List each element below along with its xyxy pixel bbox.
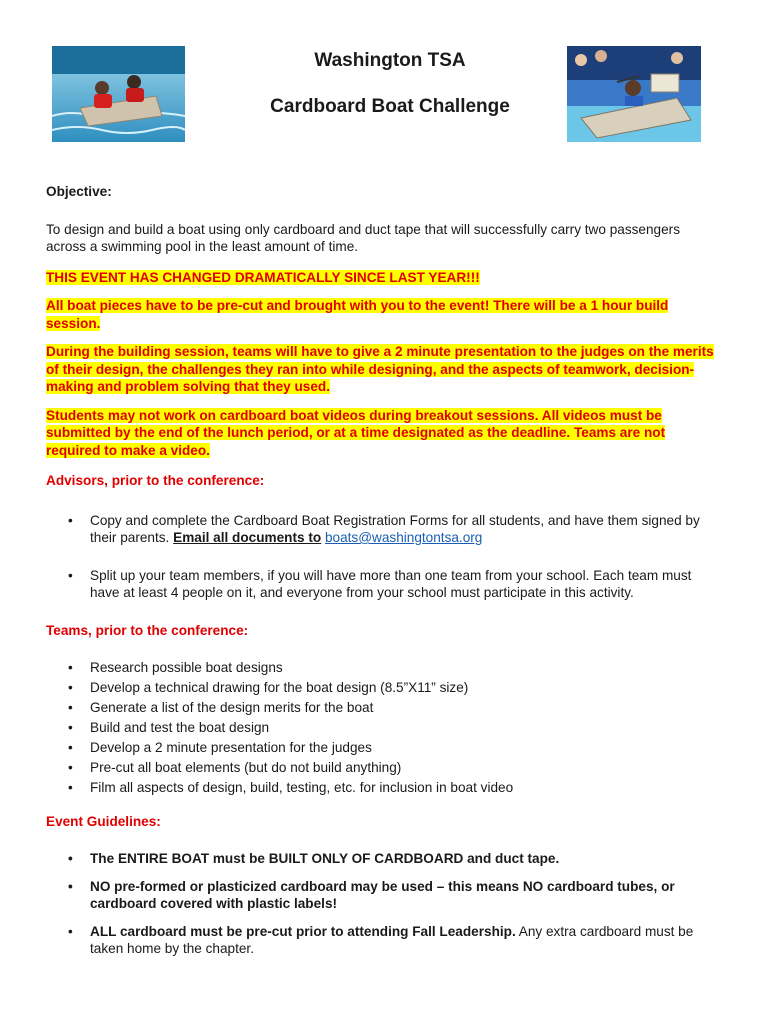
teams-list — [46, 659, 716, 797]
advisors-heading: Advisors, prior to the conference: — [46, 473, 265, 488]
highlight-text: All boat pieces have to be pre-cut and brought with you to the event! There will be a 1 hour build session. — [46, 298, 669, 331]
guideline-text: Any extra cardboard must be taken home by the chapter. — [90, 923, 694, 956]
teams-item-text: Develop a 2 minute presentation for the judges — [90, 740, 372, 755]
teams-item-text: Pre-cut all boat elements (but do not build anything) — [90, 760, 402, 775]
bullet-icon: • — [68, 851, 73, 866]
bullet-icon: • — [68, 740, 73, 755]
guidelines-list — [46, 850, 716, 958]
highlight-notice-1 — [46, 269, 716, 287]
email-link[interactable]: boats@washingtontsa.org — [324, 530, 483, 545]
email-instruction: Email all documents to — [173, 530, 322, 545]
guideline-text: The ENTIRE BOAT must be BUILT ONLY OF CARDBOARD and duct tape. — [90, 851, 560, 866]
document-body — [46, 183, 716, 958]
bullet-icon: • — [68, 680, 73, 695]
bullet-icon: • — [68, 780, 73, 795]
highlight-text: During the building session, teams will have to give a 2 minute presentation to the judges on the merits of their design, the challenges they ran into while designing, and the aspects of teamwork, decision-making and problem solving that they used. — [46, 344, 714, 394]
list-item — [46, 779, 716, 797]
list-item — [46, 659, 716, 677]
list-item — [46, 850, 716, 868]
list-item — [46, 878, 716, 913]
bullet-icon: • — [68, 512, 73, 528]
list-item — [46, 567, 716, 602]
teams-item-text: Generate a list of the design merits for the boat — [90, 700, 374, 715]
bullet-icon: • — [68, 720, 73, 735]
bullet-icon: • — [68, 660, 73, 675]
teams-item-text: Research possible boat designs — [90, 660, 283, 675]
guidelines-heading: Event Guidelines: — [46, 813, 161, 829]
list-item — [46, 759, 716, 777]
highlight-text: THIS EVENT HAS CHANGED DRAMATICALLY SINCE LAST YEAR!!! — [46, 269, 480, 285]
teams-item-text: Develop a technical drawing for the boat design (8.5”X11” size) — [90, 680, 469, 695]
bullet-icon: • — [68, 567, 73, 583]
highlight-notice-2 — [46, 297, 716, 332]
advisors-item-text: Copy and complete the Cardboard Boat Registration Forms for all students, and have them signed by their parents. — [90, 512, 700, 545]
advisors-item-text: Split up your team members, if you will have more than one team from your school. Each team must have at least 4 people on it, and everyone from your school must participate in this activity. — [90, 567, 692, 600]
cardboard-boat-pool-photo-icon — [52, 46, 185, 142]
teams-item-text: Build and test the boat design — [90, 720, 270, 735]
objective-label: Objective: — [46, 184, 112, 199]
pool-boat-photo-right — [567, 46, 701, 142]
document-title: Washington TSA — [314, 50, 466, 71]
list-item — [46, 679, 716, 697]
bullet-icon: • — [68, 923, 73, 939]
highlight-text: Students may not work on cardboard boat videos during breakout sessions. All videos must be submitted by the end of the lunch period, or at a time designated as the deadline. Teams are not required to make a video. — [46, 407, 666, 458]
guideline-text-bold: ALL cardboard must be pre-cut prior to attending Fall Leadership. — [90, 923, 516, 939]
bullet-icon: • — [68, 760, 73, 775]
pool-boat-photo-left — [52, 46, 185, 142]
list-item — [46, 719, 716, 737]
document-subtitle: Cardboard Boat Challenge — [270, 96, 510, 117]
highlight-notice-3 — [46, 343, 716, 396]
cardboard-boat-race-photo-icon — [567, 46, 701, 142]
list-item — [46, 699, 716, 717]
teams-item-text: Film all aspects of design, build, testing, etc. for inclusion in boat video — [90, 780, 514, 795]
list-item — [46, 739, 716, 757]
guideline-text: NO pre-formed or plasticized cardboard may be used – this means NO cardboard tubes, or cardboard covered with plastic labels! — [90, 878, 675, 911]
bullet-icon: • — [68, 700, 73, 715]
teams-heading: Teams, prior to the conference: — [46, 622, 249, 638]
objective-text: To design and build a boat using only cardboard and duct tape that will successfully carry two passengers across a swimming pool in the least amount of time. — [46, 221, 680, 254]
list-item — [46, 923, 716, 958]
list-item — [46, 512, 716, 547]
highlight-notice-4 — [46, 407, 716, 460]
advisors-list — [46, 512, 716, 602]
bullet-icon: • — [68, 878, 73, 894]
